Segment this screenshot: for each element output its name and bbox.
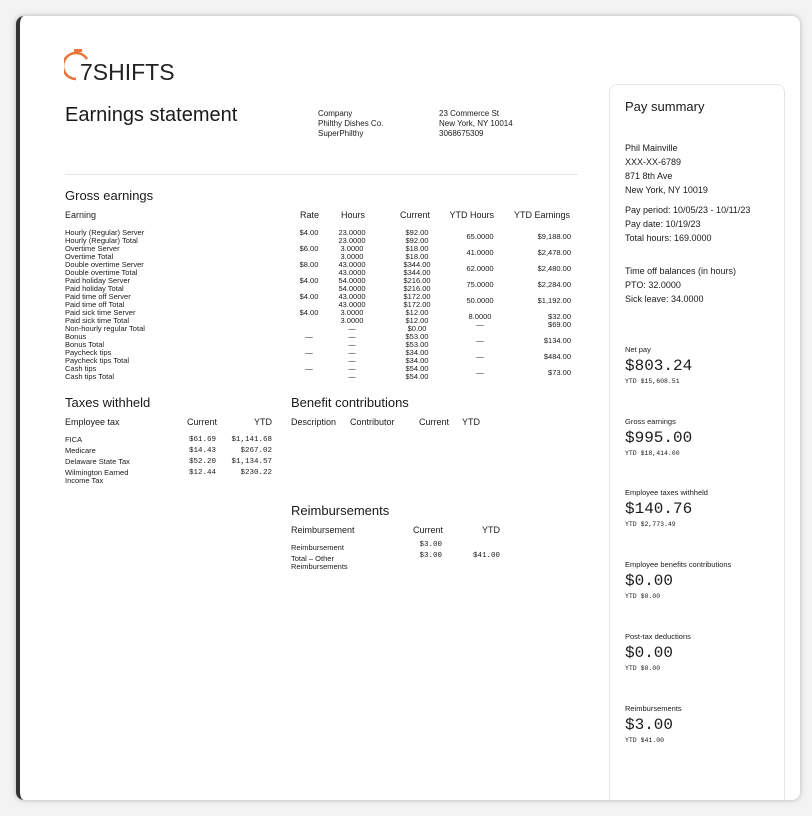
employee-city: New York, NY 10019	[625, 185, 708, 195]
earning-current: $216.00	[403, 276, 431, 285]
earning-hours: —	[348, 356, 356, 365]
earning-current: $54.00	[405, 372, 429, 381]
tax-name: Medicare	[65, 446, 96, 455]
pay-summary-heading: Pay summary	[625, 99, 705, 114]
earning-hours: —	[348, 364, 356, 373]
earning-current: $92.00	[405, 236, 429, 245]
page-title: Earnings statement	[65, 104, 238, 126]
summary-card-label: Reimbursements	[625, 704, 682, 713]
company-label: Company	[318, 109, 353, 118]
earning-ytd-hours: 62.0000	[466, 264, 494, 273]
earning-hours: 43.0000	[338, 292, 366, 301]
reimbursement-ytd: $41.00	[472, 552, 500, 560]
earning-hours: 23.0000	[338, 236, 366, 245]
tax-name: FICA	[65, 435, 83, 444]
brand-logo	[64, 46, 174, 86]
earning-ytd-hours: —	[476, 336, 484, 345]
earning-current: $34.00	[405, 356, 429, 365]
company-name: Philthy Dishes Co.	[318, 119, 384, 128]
earning-ytd-hours: —	[476, 352, 484, 361]
summary-card	[625, 417, 775, 457]
summary-card	[625, 488, 775, 528]
summary-card-ytd: YTD $18,414.00	[625, 450, 680, 457]
col-benefit-current: Current	[419, 417, 450, 427]
earning-current: $34.00	[405, 348, 429, 357]
earning-current: $92.00	[405, 228, 429, 237]
earning-name: Hourly (Regular) Total	[65, 236, 138, 245]
earning-hours: 23.0000	[338, 228, 366, 237]
earning-hours: 3.0000	[340, 252, 364, 261]
earning-name: Double overtime Server	[65, 260, 144, 269]
pay-period: Pay period: 10/05/23 - 10/11/23	[625, 205, 751, 215]
col-contributor: Contributor	[350, 417, 395, 427]
col-ytd-earnings: YTD Earnings	[513, 210, 570, 220]
earning-rate: $4.00	[299, 292, 319, 301]
earning-hours: 43.0000	[338, 300, 366, 309]
earning-hours: 3.0000	[340, 308, 364, 317]
earning-rate: —	[305, 348, 313, 357]
summary-card-label: Net pay	[625, 345, 651, 354]
total-hours: Total hours: 169.0000	[625, 233, 712, 243]
col-earning: Earning	[65, 210, 97, 220]
tax-name: Wilmington Earned Income Tax	[65, 468, 129, 485]
employee-ssn: XXX-XX-6789	[625, 157, 682, 167]
tax-ytd: $230.22	[240, 469, 272, 477]
earning-rate: $4.00	[299, 276, 319, 285]
reimbursements-heading: Reimbursements	[291, 503, 390, 518]
earning-current: $53.00	[405, 332, 429, 341]
col-tax-current: Current	[186, 417, 217, 427]
earning-hours: 43.0000	[338, 268, 366, 277]
col-hours: Hours	[340, 210, 365, 220]
earning-name: Paid holiday Server	[65, 276, 131, 285]
earning-hours: 43.0000	[338, 260, 366, 269]
earning-ytd-hours: —	[476, 320, 484, 329]
summary-card-amount: $803.24	[625, 357, 693, 375]
taxes-heading: Taxes withheld	[65, 395, 151, 410]
earning-name: Paycheck tips Total	[65, 356, 130, 365]
earning-ytd-earnings: $2,478.00	[537, 248, 571, 257]
employee-street: 871 8th Ave	[625, 171, 673, 181]
time-off-balances	[625, 264, 736, 306]
summary-card-amount: $140.76	[625, 500, 693, 518]
earning-hours: 54.0000	[338, 284, 366, 293]
earning-ytd-earnings: $9,188.00	[537, 232, 571, 241]
earning-rate: —	[305, 332, 313, 341]
earning-rate: $8.00	[299, 260, 319, 269]
earning-current: $344.00	[403, 260, 431, 269]
summary-card-label: Employee benefits contributions	[625, 560, 732, 569]
pay-period-info	[625, 203, 750, 245]
earning-current: $344.00	[403, 268, 431, 277]
earning-ytd-earnings: $32.00	[548, 312, 571, 321]
earning-ytd-hours: 75.0000	[466, 280, 494, 289]
earning-name: Paycheck tips	[65, 348, 112, 357]
benefits-heading: Benefit contributions	[291, 395, 409, 410]
company-block	[318, 109, 383, 139]
earning-hours: 3.0000	[340, 316, 364, 325]
earning-name: Paid holiday Total	[65, 284, 124, 293]
summary-card-ytd: YTD $2,773.49	[625, 521, 676, 528]
earning-rate: —	[305, 364, 313, 373]
pay-summary-panel	[609, 84, 785, 800]
earning-ytd-hours: 8.0000	[468, 312, 492, 321]
reimbursement-name: Reimbursement	[291, 543, 344, 552]
earning-hours: —	[348, 372, 356, 381]
earning-current: $18.00	[405, 244, 429, 253]
col-rate: Rate	[299, 210, 319, 220]
earning-name: Cash tips	[65, 364, 97, 373]
summary-card	[625, 345, 775, 385]
company-dba: SuperPhilthy	[318, 129, 364, 138]
summary-card-label: Employee taxes withheld	[625, 488, 708, 497]
earning-hours: —	[348, 348, 356, 357]
earnings-statement-page	[16, 16, 800, 800]
summary-card-amount: $0.00	[625, 644, 674, 662]
tax-name: Delaware State Tax	[65, 457, 130, 466]
company-street: 23 Commerce St	[439, 109, 500, 118]
reimbursement-current: $3.00	[419, 552, 442, 560]
gross-earnings-heading: Gross earnings	[65, 188, 154, 203]
col-reimb-ytd: YTD	[482, 525, 500, 535]
summary-card	[625, 560, 775, 600]
reimbursement-current: $3.00	[419, 541, 442, 549]
earning-rate: $6.00	[299, 244, 319, 253]
col-current: Current	[399, 210, 430, 220]
time-off-label: Time off balances (in hours)	[625, 266, 737, 276]
earning-current: $12.00	[405, 308, 429, 317]
summary-card-amount: $0.00	[625, 572, 674, 590]
earning-hours: 54.0000	[338, 276, 366, 285]
earning-hours: —	[348, 332, 356, 341]
earning-name: Paid time off Server	[65, 292, 131, 301]
earning-name: Overtime Total	[65, 252, 114, 261]
earning-ytd-earnings: $73.00	[548, 368, 571, 377]
tax-current: $61.69	[188, 436, 216, 444]
earning-ytd-hours: 50.0000	[466, 296, 494, 305]
earning-current: $54.00	[405, 364, 429, 373]
earning-ytd-hours: 41.0000	[466, 248, 494, 257]
company-phone: 3068675309	[439, 129, 484, 138]
tax-ytd: $267.02	[240, 447, 272, 455]
earning-name: Overtime Server	[65, 244, 120, 253]
earning-hours: —	[348, 340, 356, 349]
stopwatch-icon	[64, 46, 174, 86]
col-benefit-ytd: YTD	[462, 417, 480, 427]
employee-info	[625, 141, 708, 197]
col-reimb-current: Current	[412, 525, 443, 535]
earning-name: Bonus	[65, 332, 87, 341]
col-reimbursement: Reimbursement	[291, 525, 355, 535]
col-employee-tax: Employee tax	[65, 417, 120, 427]
earning-rate: $4.00	[299, 228, 319, 237]
earning-name: Bonus Total	[65, 340, 105, 349]
summary-card-ytd: YTD $41.00	[625, 737, 665, 744]
earning-name: Paid sick time Server	[65, 308, 136, 317]
earning-name: Paid time off Total	[65, 300, 125, 309]
employee-name: Phil Mainville	[625, 143, 678, 153]
col-description: Description	[291, 417, 337, 427]
earning-ytd-earnings: $69.00	[548, 320, 571, 329]
summary-card-ytd: YTD $15,608.51	[625, 378, 680, 385]
earning-name: Paid sick time Total	[65, 316, 130, 325]
tax-ytd: $1,134.57	[231, 458, 272, 466]
earning-ytd-earnings: $2,480.00	[537, 264, 571, 273]
earning-current: $0.00	[407, 324, 427, 333]
earning-current: $216.00	[403, 284, 431, 293]
earning-ytd-hours: 65.0000	[466, 232, 494, 241]
earning-hours: 3.0000	[340, 244, 364, 253]
divider	[65, 174, 578, 175]
pto-balance: PTO: 32.0000	[625, 280, 681, 290]
earning-current: $172.00	[403, 292, 431, 301]
earning-ytd-earnings: $2,284.00	[537, 280, 571, 289]
logo-text: 7SHIFTS	[80, 59, 174, 85]
tax-current: $12.44	[188, 469, 216, 477]
col-tax-ytd: YTD	[254, 417, 272, 427]
tax-current: $14.43	[188, 447, 216, 455]
earning-name: Hourly (Regular) Server	[65, 228, 145, 237]
earning-ytd-earnings: $134.00	[543, 336, 571, 345]
company-city: New York, NY 10014	[439, 119, 513, 128]
earning-current: $53.00	[405, 340, 429, 349]
earning-current: $12.00	[405, 316, 429, 325]
company-address	[439, 109, 513, 139]
summary-card-label: Post-tax deductions	[625, 632, 691, 641]
summary-card-ytd: YTD $0.00	[625, 665, 661, 672]
earning-current: $18.00	[405, 252, 429, 261]
tax-ytd: $1,141.68	[231, 436, 272, 444]
earning-name: Non-hourly regular Total	[65, 324, 145, 333]
earning-ytd-hours: —	[476, 368, 484, 377]
summary-card-label: Gross earnings	[625, 417, 676, 426]
summary-card-amount: $3.00	[625, 716, 674, 734]
summary-card-ytd: YTD $0.00	[625, 593, 661, 600]
earning-ytd-earnings: $1,192.00	[537, 296, 571, 305]
pay-date: Pay date: 10/19/23	[625, 219, 701, 229]
earning-hours: —	[348, 324, 356, 333]
summary-card	[625, 632, 775, 672]
earning-ytd-earnings: $484.00	[543, 352, 571, 361]
sick-balance: Sick leave: 34.0000	[625, 294, 704, 304]
summary-card-amount: $995.00	[625, 429, 693, 447]
earning-rate: $4.00	[299, 308, 319, 317]
tax-current: $52.20	[188, 458, 216, 466]
earning-name: Double overtime Total	[65, 268, 138, 277]
summary-card	[625, 704, 775, 744]
earning-name: Cash tips Total	[65, 372, 115, 381]
reimbursement-name: Total – Other Reimbursements	[291, 554, 348, 571]
earning-current: $172.00	[403, 300, 431, 309]
col-ytd-hours: YTD Hours	[449, 210, 494, 220]
